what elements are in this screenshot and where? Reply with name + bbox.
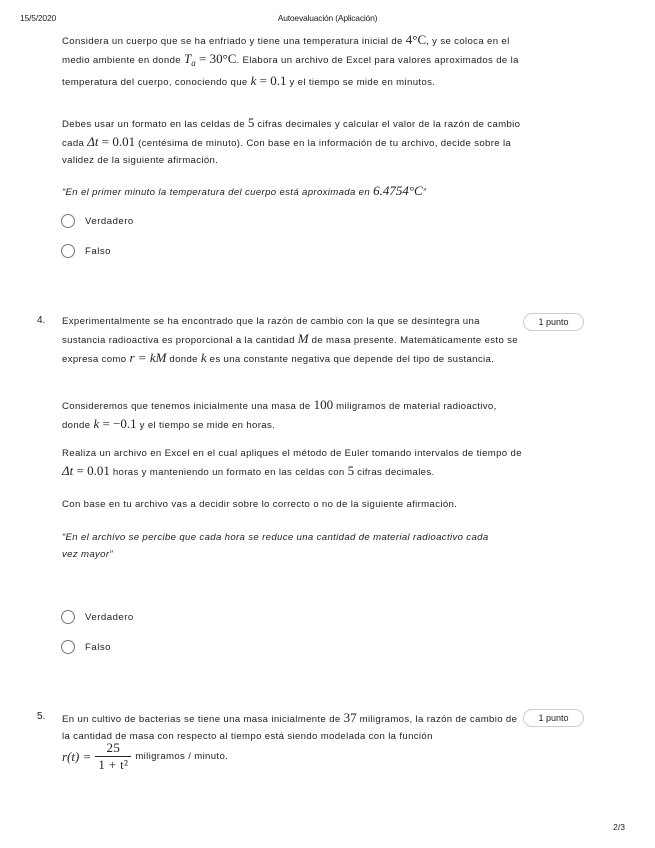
radio-button[interactable] (61, 244, 75, 258)
q5-paragraph-1: En un cultivo de bacterias se tiene una masa inicialmente de 37 miligramos, la razón de cambio de la cantidad de masa con respecto al tiempo está siendo modelada con la función (62, 710, 518, 742)
q3-paragraph-2: Debes usar un formato en las celdas de 5 cifras decimales y calcular el valor de la razón de cambio cada Δt = 0.01 (centésima de minuto). Con base en la información de tu archivo, decide sobre la validez de la siguiente afirmación. (62, 115, 521, 166)
option-label: Verdadero (85, 611, 134, 623)
fraction-numerator: 25 (106, 740, 121, 755)
option-label: Verdadero (85, 215, 134, 227)
header-date: 15/5/2020 (20, 13, 57, 23)
option-label: Falso (85, 245, 111, 257)
q4-option-false[interactable] (61, 639, 111, 655)
page-number: 2/3 (613, 822, 625, 832)
q3-option-true[interactable] (61, 213, 134, 229)
points-badge: 1 punto (523, 313, 584, 331)
option-label: Falso (85, 641, 111, 653)
radio-button[interactable] (61, 214, 75, 228)
q3-option-false[interactable] (61, 243, 111, 259)
radio-button[interactable] (61, 610, 75, 624)
q4-paragraph-3: Realiza un archivo en Excel en el cual apliques el método de Euler tomando intervalos de tiempo de Δt = 0.01 horas y manteniendo un formato en las celdas con 5 cifras decimales. (62, 448, 522, 478)
q4-paragraph-1: Experimentalmente se ha encontrado que la razón de cambio con la que se desintegra una sustancia radioactiva es proporcional a la cantidad M de masa presente. Matemáticamente esto se expresa como r = kM donde k es una constante negativa que depende del tipo de sustancia. (62, 316, 518, 365)
q5-formula (62, 740, 228, 773)
q3-statement: “En el primer minuto la temperatura del cuerpo está aproximada en 6.4754°C” (62, 183, 427, 198)
radio-button[interactable] (61, 640, 75, 654)
q4-paragraph-2: Consideremos que tenemos inicialmente una masa de 100 miligramos de material radioactivo, donde k = −0.1 y el tiempo se mide en horas. (62, 397, 497, 431)
question-number: 5. (37, 711, 46, 722)
q4-statement: “En el archivo se percibe que cada hora se reduce una cantidad de material radioactivo cada vez mayor” (62, 532, 489, 560)
q4-option-true[interactable] (61, 609, 134, 625)
points-badge: 1 punto (523, 709, 584, 727)
formula-units: miligramos / minuto. (135, 751, 229, 762)
q4-paragraph-4: Con base en tu archivo vas a decidir sobre lo correcto o no de la siguiente afirmación. (62, 499, 458, 510)
fraction-denominator: 1 + t² (95, 756, 131, 773)
q3-paragraph-1: Considera un cuerpo que se ha enfriado y tiene una temperatura inicial de 4°C, y se coloca en el medio ambiente en donde $T_a = 30^\circ C$. Elabora un archivo de Excel para valores aproximados de la temperatura del cuerpo, conociendo que k = 0.1 y el tiempo se mide en minutos. (62, 32, 519, 88)
formula-fraction (95, 740, 131, 773)
formula-lhs: r(t) = (62, 748, 92, 764)
question-number: 4. (37, 315, 46, 326)
header-title: Autoevaluación (Aplicación) (277, 13, 378, 23)
